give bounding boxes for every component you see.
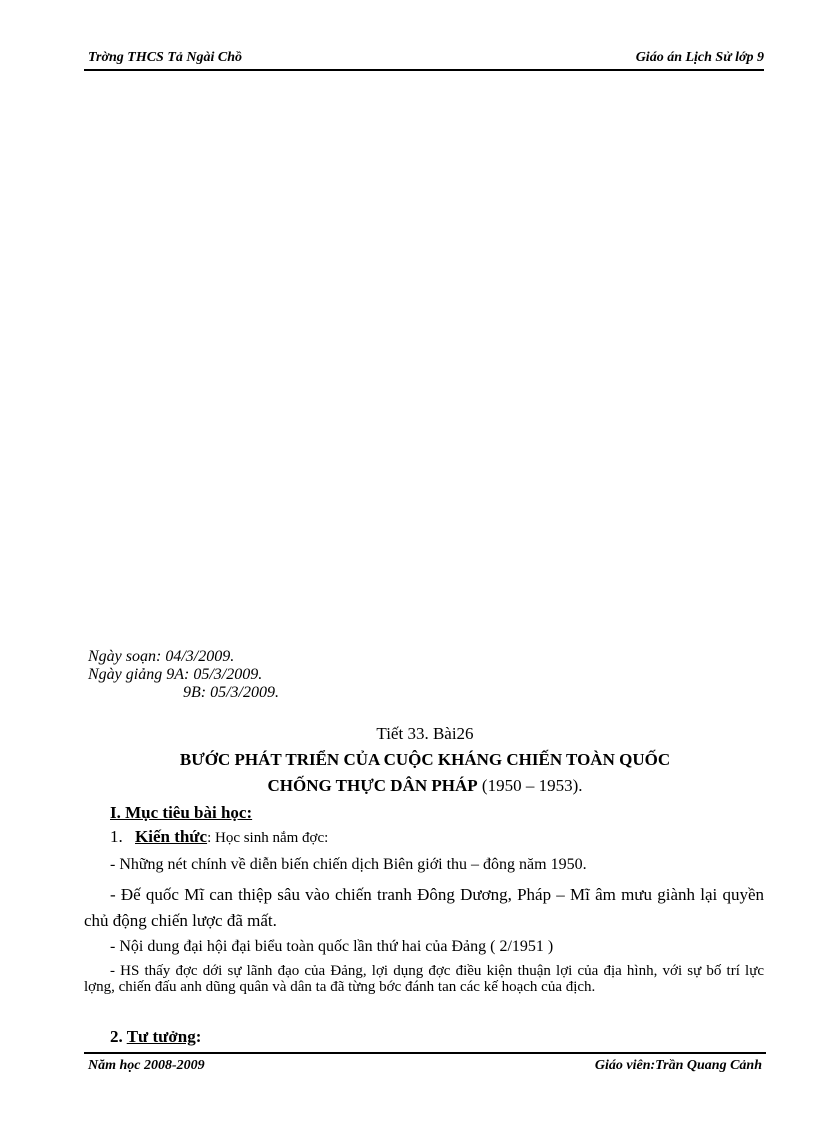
date-prepared: Ngày soạn: 04/3/2009. <box>88 648 235 665</box>
lesson-title-line1: BƯỚC PHÁT TRIỂN CỦA CUỘC KHÁNG CHIẾN TOÀN QUỐC <box>179 750 671 769</box>
footer-teacher: Giáo viên:Trần Quang Cảnh <box>594 1058 762 1073</box>
lesson-title-years: (1950 – 1953). <box>477 776 583 795</box>
header-divider <box>84 69 764 71</box>
subsection-knowledge <box>110 827 328 847</box>
lesson-number: Tiết 33. Bài26 <box>376 724 474 743</box>
ideology-number: 2. <box>110 1027 123 1046</box>
date-taught-9b: 9B: 05/3/2009. <box>183 684 279 701</box>
header-school: Trờng THCS Tả Ngài Chồ <box>88 50 243 65</box>
bullet-my-intervention: - Đế quốc Mĩ can thiệp sâu vào chiến tranh Đông Dương, Pháp – Mĩ âm mưu giành lại quyền chủ động chiến lược đã mất. <box>84 885 764 930</box>
knowledge-label: Kiến thức <box>135 827 208 846</box>
bullet-party-congress: - Nội dung đại hội đại biểu toàn quốc lần thứ hai của Đảng ( 2/1951 ) <box>110 938 554 955</box>
lesson-title-line2 <box>84 776 766 796</box>
knowledge-intro: : Học sinh nắm đợc: <box>207 830 329 846</box>
footer-divider <box>84 1052 766 1054</box>
header-subject: Giáo án Lịch Sử lớp 9 <box>635 50 764 65</box>
bullet-bien-gioi: - Những nét chính về diễn biến chiến dịch Biên giới thu – đông năm 1950. <box>110 856 587 873</box>
section-objectives-label: I. Mục tiêu bài học: <box>110 803 253 822</box>
lesson-dates <box>88 648 279 702</box>
lesson-title-line2-bold: CHỐNG THỰC DÂN PHÁP <box>267 776 478 795</box>
knowledge-number: 1. <box>110 827 123 846</box>
date-taught-9a: Ngày giảng 9A: 05/3/2009. <box>88 666 263 683</box>
section-objectives <box>110 803 252 823</box>
subsection-ideology <box>110 1027 201 1047</box>
footer-school-year: Năm học 2008-2009 <box>88 1058 205 1073</box>
bullet-hs-understand: - HS thấy đợc dới sự lãnh đạo của Đảng, lợi dụng đợc điều kiện thuận lợi của địa hình, với sự bố trí lực lợng, chiến đấu anh dũng quân và dân ta đã từng bớc đánh tan các kế hoạch của địch. <box>84 963 764 995</box>
ideology-colon: : <box>195 1027 202 1046</box>
ideology-label: Tư tưởng <box>126 1027 196 1046</box>
